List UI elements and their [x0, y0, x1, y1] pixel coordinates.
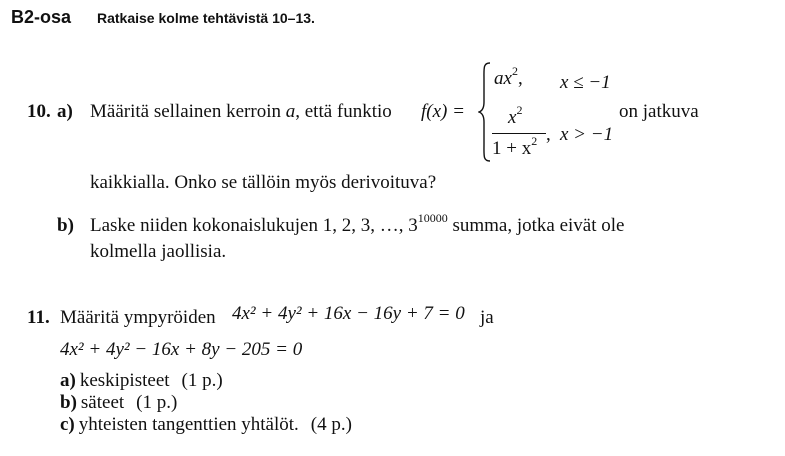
section-title: B2-osa	[11, 7, 72, 27]
task11-and: ja	[480, 307, 494, 328]
task10-part-b-label: b)	[57, 215, 74, 236]
task10-b-line2: kolmella jaollisia.	[90, 241, 227, 262]
task-number-10: 10.	[27, 101, 51, 122]
case2-denominator: $1 + x^2$	[492, 134, 538, 159]
list-item: b) säteet (1 p.)	[60, 392, 178, 413]
fraction-bar	[492, 133, 546, 134]
section-instruction: Ratkaise kolme tehtävistä 10–13.	[97, 10, 315, 26]
task10-a-text-after: on jatkuva	[619, 101, 699, 122]
circle-equation-2: 4x² + 4y² − 16x + 8y − 205 = 0	[60, 339, 303, 360]
task-number-11: 11.	[27, 307, 50, 328]
list-item: c) yhteisten tangenttien yhtälöt. (4 p.)	[60, 414, 352, 435]
task10-part-a-label: a)	[57, 101, 73, 122]
case2-condition: x > −1	[560, 124, 614, 145]
left-brace-icon	[478, 62, 492, 162]
case2-numerator: $x^2$	[508, 103, 523, 128]
circle-equation-1: 4x² + 4y² + 16x − 16y + 7 = 0	[232, 303, 465, 324]
task10-a-line2: kaikkialla. Onko se tällöin myös derivoituva?	[90, 172, 437, 193]
list-item: a) keskipisteet (1 p.)	[60, 370, 223, 391]
function-lhs: f(x) =	[421, 101, 465, 122]
task11-text: Määritä ympyröiden	[60, 307, 216, 328]
case2-comma: ,	[546, 124, 551, 145]
case1-condition: x ≤ −1	[560, 72, 611, 93]
task10-b-text: Laske niiden kokonaislukujen 1, 2, 3, …, $3^{10000}$ summa, jotka eivät ole	[90, 211, 625, 236]
task10-a-text: Määritä sellainen kerroin a, että funktio	[90, 101, 392, 122]
case1-expression: $ax^2$,	[494, 64, 523, 89]
